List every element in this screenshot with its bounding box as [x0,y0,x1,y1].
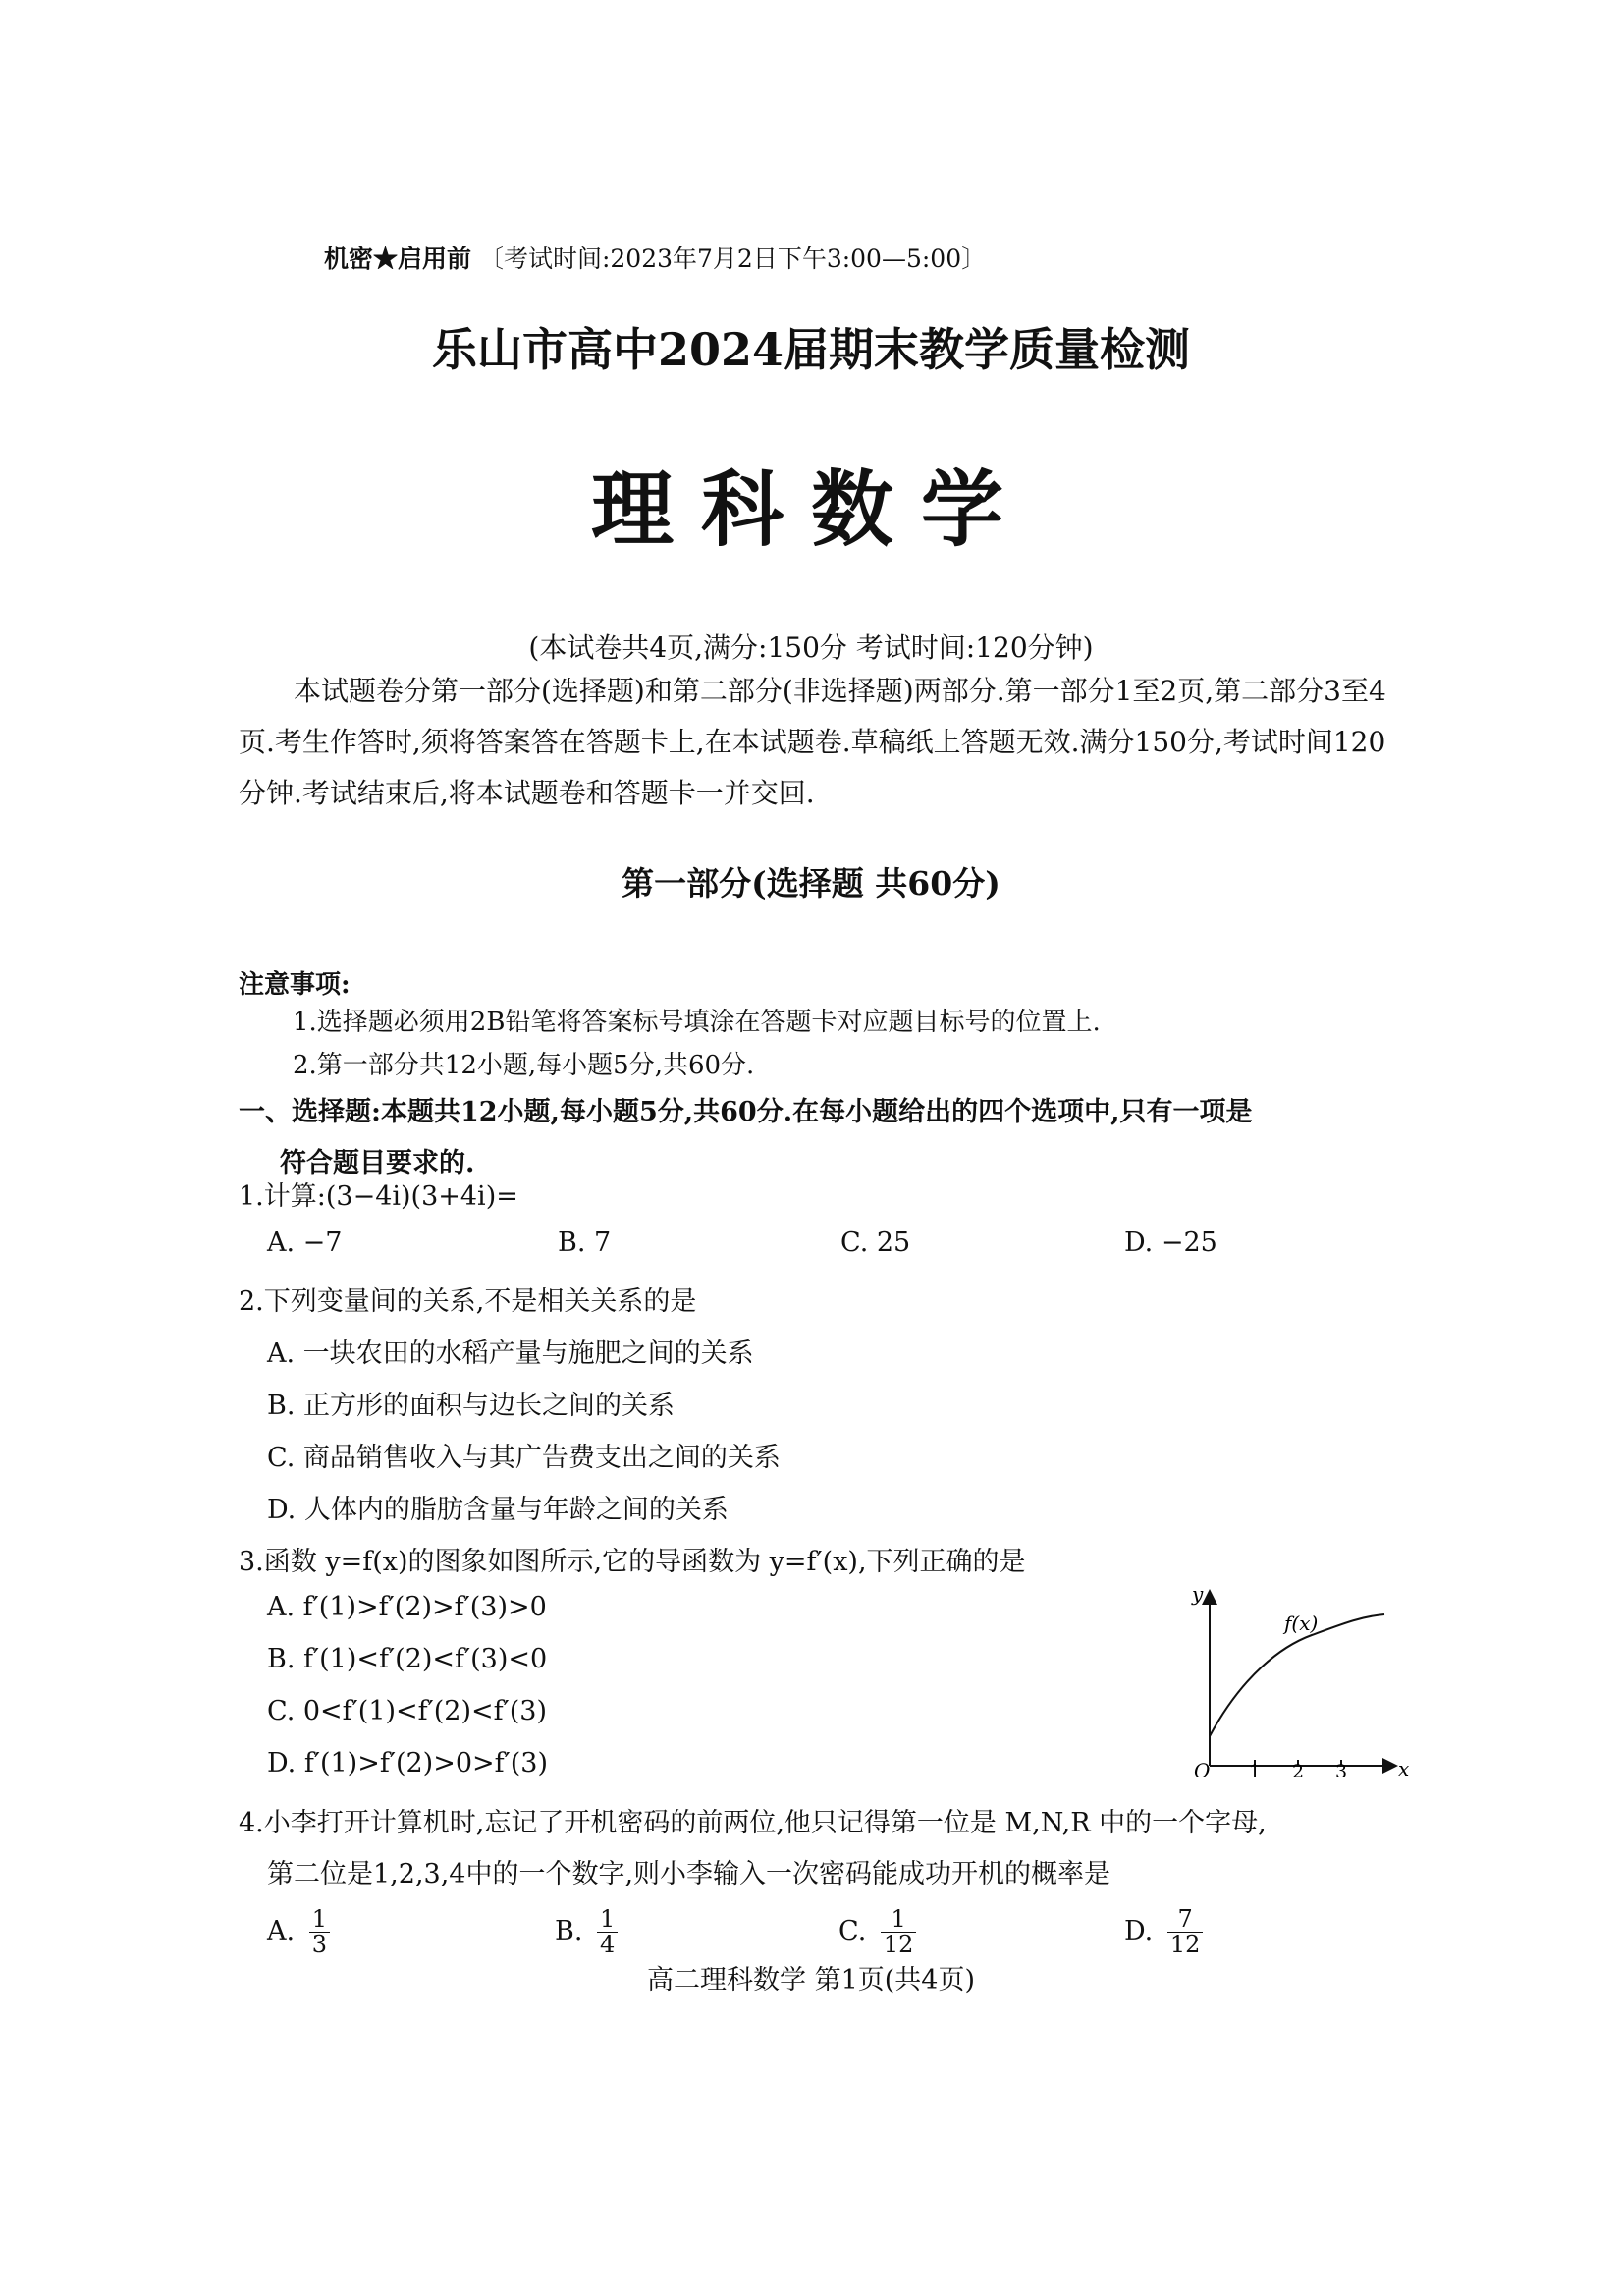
confidential-label: 机密★启用前 [324,245,472,273]
option-letter: B. [555,1916,583,1947]
question-1-option-c: C. 25 [840,1228,911,1258]
question-3-stem: 3.函数 y=f(x)的图象如图所示,它的导函数为 y=f′(x),下列正确的是 [239,1547,1026,1577]
note-item: 2.第一部分共12小题,每小题5分,共60分. [293,1051,755,1080]
fraction [309,1907,330,1957]
x-tick-label-3: 3 [1335,1761,1348,1777]
question-2-option-d: D. 人体内的脂肪含量与年龄之间的关系 [267,1495,729,1525]
exam-header-line [324,240,986,275]
option-letter: D. [1124,1916,1154,1947]
question-2-option-c: C. 商品销售收入与其广告费支出之间的关系 [267,1443,781,1473]
question-2-option-a: A. 一块农田的水稻产量与施肥之间的关系 [267,1339,754,1369]
question-2-option-b: B. 正方形的面积与边长之间的关系 [267,1391,676,1421]
fraction-numerator: 1 [309,1907,330,1933]
part1-title: 第一部分(选择题 共60分) [622,864,1000,902]
question-1-option-a: A. −7 [267,1228,343,1258]
exam-subtitle: 乐山市高中2024届期末教学质量检测 [431,323,1191,376]
question-4-option-a [267,1907,330,1957]
fraction [1167,1907,1204,1957]
fraction-denominator: 12 [883,1931,914,1959]
x-axis-label: x [1398,1757,1410,1777]
question-4-option-c [838,1907,916,1957]
section-heading-line2: 符合题目要求的. [280,1148,475,1178]
x-tick-label-1: 1 [1249,1761,1262,1777]
question-4-stem-line1: 4.小李打开计算机时,忘记了开机密码的前两位,他只记得第一位是 M,N,R 中的一个字母, [239,1808,1267,1838]
origin-label: O [1194,1759,1211,1777]
y-axis-label: y [1192,1582,1204,1606]
fraction [597,1907,618,1957]
curve-label: f(x) [1284,1612,1319,1635]
fraction-numerator: 1 [597,1907,618,1933]
fraction-denominator: 3 [311,1931,327,1959]
fraction-numerator: 1 [881,1907,917,1933]
x-tick-label-2: 2 [1292,1761,1305,1777]
option-letter: A. [267,1916,296,1947]
question-4-option-b [555,1907,618,1957]
fraction [881,1907,917,1957]
question-3-option-c: C. 0<f′(1)<f′(2)<f′(3) [267,1696,548,1726]
fraction-denominator: 12 [1169,1931,1201,1959]
fraction-numerator: 7 [1167,1907,1204,1933]
question-3-option-b: B. f′(1)<f′(2)<f′(3)<0 [267,1644,548,1674]
question-3-option-d: D. f′(1)>f′(2)>0>f′(3) [267,1748,549,1778]
section-heading-line1: 一、选择题:本题共12小题,每小题5分,共60分.在每小题给出的四个选项中,只有一项是 [239,1097,1253,1127]
exam-time-note: 〔考试时间:2023年7月2日下午3:00—5:00〕 [478,245,987,273]
note-item: 1.选择题必须用2B铅笔将答案标号填涂在答题卡对应题目标号的位置上. [293,1008,1101,1037]
page-footer: 高二理科数学 第1页(共4页) [646,1965,975,1995]
exam-info: (本试卷共4页,满分:150分 考试时间:120分钟) [528,631,1094,664]
question-3-function-graph [1174,1581,1410,1777]
question-2-stem: 2.下列变量间的关系,不是相关关系的是 [239,1286,697,1317]
fraction-denominator: 4 [600,1931,616,1959]
notes-title: 注意事项: [239,970,351,1000]
question-4-stem-line2: 第二位是1,2,3,4中的一个数字,则小李输入一次密码能成功开机的概率是 [267,1859,1111,1889]
question-1-stem: 1.计算:(3−4i)(3+4i)= [239,1181,518,1212]
question-3-option-a: A. f′(1)>f′(2)>f′(3)>0 [267,1592,547,1622]
exam-title: 理科数学 [590,461,1031,558]
question-4-option-d [1124,1907,1203,1957]
option-letter: C. [838,1916,867,1947]
intro-paragraph: 本试题卷分第一部分(选择题)和第二部分(非选择题)两部分.第一部分1至2页,第二部分3至4页.考生作答时,须将答案答在答题卡上,在本试题卷.草稿纸上答题无效.满分150分,考试时间120分钟.考试结束后,将本试题卷和答题卡一并交回. [239,675,1386,809]
question-1-option-b: B. 7 [558,1228,612,1258]
question-1-option-d: D. −25 [1124,1228,1217,1258]
